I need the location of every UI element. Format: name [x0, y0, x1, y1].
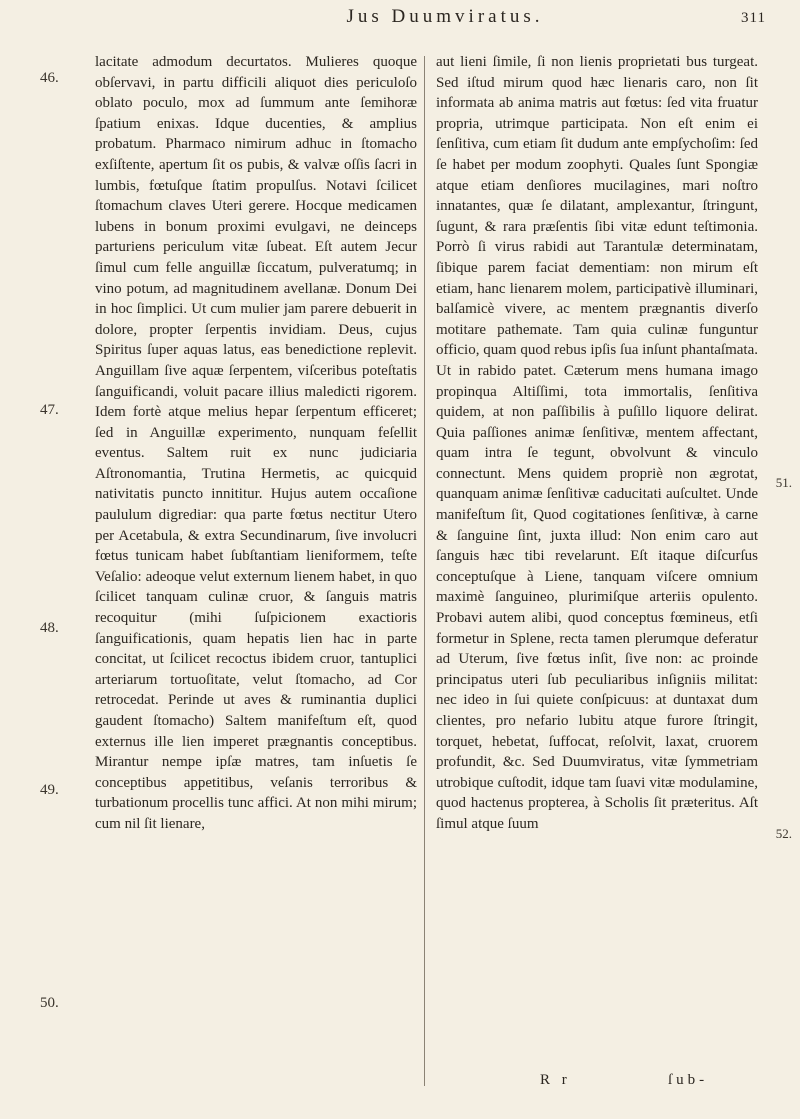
margin-number: 52.: [775, 826, 792, 841]
right-column: [436, 52, 758, 835]
left-column: [95, 52, 417, 835]
margin-number: 50.: [40, 995, 59, 1011]
margin-number: 49.: [40, 782, 59, 798]
signature-mark: R r: [540, 1072, 571, 1088]
running-header: [0, 6, 800, 36]
column-divider: [424, 56, 425, 1086]
catchword: ſub-: [668, 1072, 709, 1088]
left-column-text: lacitate admodum decurtatos. Mulieres quoque obſervavi, in partu difficili aliquot dies periculoſo oblato poculo, mox ad ſummum ante ſemihoræ ſpatium enixas. Idque ducenties, & amplius probatum. Pharmaco nimirum adhuc in ſtomacho exſiſtente, apertum ſit os pubis, & valvæ oſſis ſacri in lumbis, fœtuſque ſtatim propulſus. Notavi ſcilicet ſtomachum claves Uteri gerere. Hocque medicamen lubens in bonum proximi evulgavi, ne deinceps parturiens periculum vitæ ſubeat. Eſt autem Jecur ſimul cum felle anguillæ ſiccatum, pulveratumq; in vino potum, ad magnitudinem avellanæ. Donum Dei in hoc ſimplici. Ut cum mulier jam parere debuerit in dolore, propter ſerpentis invidiam. Deus, cujus Spiritus ſuper aquas latus, eas benedictione replevit. Anguillam ſive aquæ ſerpentem, viſceribus poteſtatis ſanguificandi, voluit pacare illius maledicti rigorem. Idem fortè atque melius hepar ſerpentum efficeret; ſed in Anguillæ experimento, nunquam feſellit eventus. Saltem ruit ex nunc judiciaria Aſtronomantia, Trutina Hermetis, ac quicquid nativitatis puncto innititur. Hujus autem occaſione paululum digrediar: qua parte fœtus nectitur Utero per Acetabula, & extra Secundinarum, ſive involucri fœtus tunicam habet ſubſtantiam lieniformem, teſte Veſalio: adeoque velut externum lienem habet, in quo ſcilicet tanquam culinæ cruor, & ſanguis matris recoquitur (mihi ſuſpicionem exactioris ſanguificationis, quam hepatis lien hac in parte concitat, ut ſcilicet recoctus ibidem cruor, tantuplici arteriarum tortuoſitate, velut ſtomacho, ad Cor retrocedat. Perinde ut aves & ruminantia duplici gaudent ſtomacho) Saltem manifeſtum eſt, quod externus ille lien imperet prægnantis conceptibus. Mirantur nempe ipſæ matres, tam inſuetis ſe conceptibus appetitibus, veſanis terroribus & turbationum procellis tunc affici. At non mihi mirum; cum nil ſit lienare,: [95, 54, 417, 832]
margin-number: 48.: [40, 620, 59, 636]
margin-number: 47.: [40, 402, 59, 418]
margin-number: 51.: [775, 475, 792, 490]
page-number: 311: [741, 10, 766, 26]
margin-number: 46.: [40, 70, 59, 86]
running-head: Jus Duumviratus.: [346, 6, 544, 27]
right-column-text: aut lieni ſimile, ſi non lienis proprietati bus turgeat. Sed iſtud mirum quod hæc lienaris caro, non ſit informata ab anima matris aut fœtus: ſed vita fruatur propria, utrimque participata. Non eſt enim ei ſenſitiva, cum etiam ſit dudum ante empſychoſim: ſed ſe habet per modum zoophyti. Quales ſunt Spongiæ atque etiam denſiores mucilagines, mari noſtro innatantes, quæ ſe dilatant, amplexantur, ſtringunt, ſugunt, & rara præſentis ſibi vitæ edunt teſtimonia. Porrò ſi virus rabidi aut Tarantulæ determinatam, ſibique parem faciat dementiam: non mirum eſt etiam, hanc lienarem molem, participativè illuminari, balſamicè vivere, ac mentem prægnantis diverſo motitare pathemate. Tam quia culinæ funguntur officio, quam quod rebus ipſis ſua inſunt phantaſmata. Ut in rabido patet. Cæterum mens humana imago propinqua Altiſſimi, tota immortalis, ſenſitiva quidem, at non paſſibilis à puſillo liquore delirat. Quia paſſiones animæ ſenſitivæ, mentem affectant, quam intra ſe tegunt, obvolvunt & vinculo connectunt. Mens quidem propriè non ægrotat, quanquam animæ ſenſitivæ caducitati auſcultet. Unde manifeſtum ſit, Quod cogitationes ſenſitivæ, à carne & ſanguine ſint, juxta illud: Non enim caro aut ſanguis hæc tibi revelarunt. Eſt itaque diſcurſus conceptuſque à Liene, tanquam viſcere omnium maximè ſanguineo, plurimiſque arteriis opulento. Probavi autem alibi, quod conceptus fœmineus, etſi formetur in Splene, recta tamen plerumque deferatur ad Uterum, ſive fœtus inſit, ſive non: ac proinde principatus uteri ſub peculiaribus inſigniis militat: nec ideo in ſui quiete conſpicuus: at duntaxat dum clientes, pro nefario lubitu atque furore ſtringit, torquet, hebetat, ſuffocat, reſolvit, laxat, cruorem profundit, &c. Sed Duumviratus, vitæ ſymmetriam utrobique cuſtodit, idque tam ſuavi vitæ modulamine, quod hactenus propterea, à Scholis ſit præteritus. Aſt ſimul atque ſuum: [436, 54, 758, 832]
